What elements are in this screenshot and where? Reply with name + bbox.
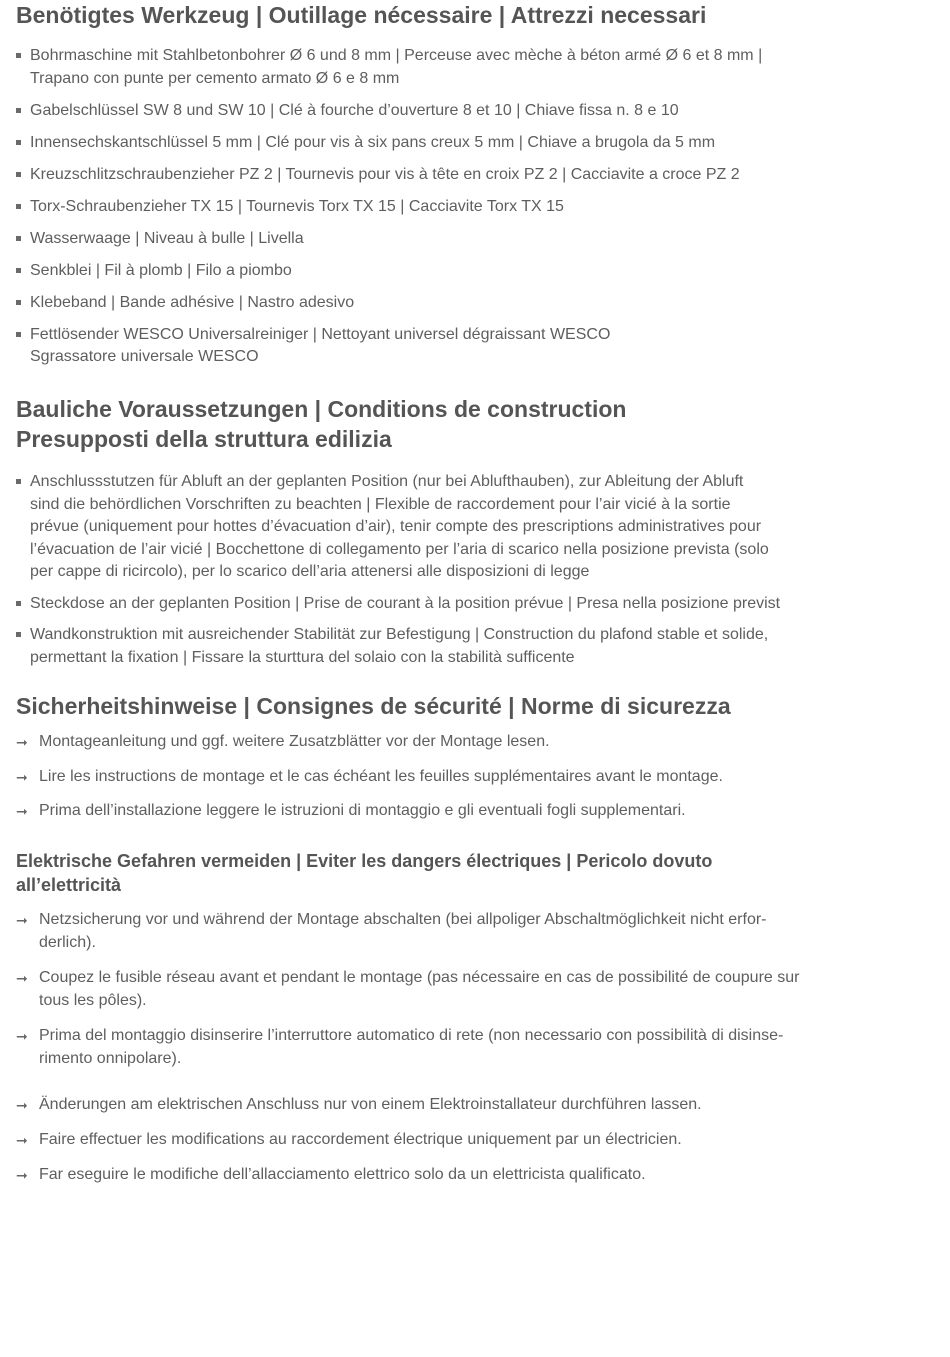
list-item bbox=[16, 45, 896, 90]
tools-list bbox=[16, 45, 896, 369]
list-item-line: prévue (uniquement pour hottes d’évacuation d’air), tenir compte des prescriptions administratives pour bbox=[30, 518, 762, 535]
list-item bbox=[16, 1129, 896, 1152]
list-item bbox=[16, 132, 896, 155]
building-heading-line-2: Presupposti della struttura edilizia bbox=[16, 426, 392, 452]
safety-heading: Sicherheitshinweise | Consignes de sécurité | Norme di sicurezza bbox=[16, 693, 731, 719]
list-item bbox=[16, 324, 896, 369]
list-item bbox=[16, 800, 896, 823]
list-item-line: Faire effectuer les modifications au raccordement électrique uniquement par un électricien. bbox=[39, 1131, 682, 1148]
list-item-line: Anschlussstutzen für Abluft an der geplanten Position (nur bei Ablufthauben), zur Ableitung der Abluft bbox=[30, 473, 744, 490]
list-item-line: Innensechskantschlüssel 5 mm | Clé pour vis à six pans creux 5 mm | Chiave a brugola da 5 mm bbox=[30, 133, 716, 151]
list-item bbox=[16, 1025, 896, 1070]
list-item-line: Montageanleitung und ggf. weitere Zusatzblätter vor der Montage lesen. bbox=[39, 733, 550, 750]
list-item-line: Sgrassatore universale WESCO bbox=[30, 348, 259, 365]
list-item-line: Änderungen am elektrischen Anschluss nur von einem Elektroinstallateur durchführen lassen. bbox=[39, 1096, 702, 1113]
list-item-line: Prima dell’installazione leggere le istruzioni di montaggio e gli eventuali fogli supplementari. bbox=[39, 802, 686, 819]
list-item-line: Prima del montaggio disinserire l’interruttore automatico di rete (non necessario con possibilità di disinse- bbox=[39, 1027, 784, 1044]
list-item-line: Bohrmaschine mit Stahlbetonbohrer Ø 6 und 8 mm | Perceuse avec mèche à béton armé Ø 6 et 8 mm | bbox=[30, 47, 763, 64]
list-item-line: sind die behördlichen Vorschriften zu beachten | Flexible de raccordement pour l’air vicié à la sortie bbox=[30, 495, 731, 513]
list-item bbox=[16, 100, 896, 123]
list-item-line: Steckdose an der geplanten Position | Prise de courant à la position prévue | Presa nella posizione previst bbox=[30, 594, 781, 612]
tools-section bbox=[16, 0, 896, 369]
electric-section bbox=[16, 849, 896, 1187]
list-item-line: Coupez le fusible réseau avant et pendant le montage (pas nécessaire en cas de possibilité de coupure sur bbox=[39, 969, 800, 986]
arrow-right-icon: ➞ bbox=[16, 768, 28, 785]
tools-heading: Benötigtes Werkzeug | Outillage nécessaire | Attrezzi necessari bbox=[16, 2, 707, 28]
list-item bbox=[16, 471, 896, 584]
electric-heading-line-2: all’elettricità bbox=[16, 875, 122, 895]
list-item-line: Far eseguire le modifiche dell’allacciamento elettrico solo da un elettricista qualificato. bbox=[39, 1166, 646, 1183]
list-item bbox=[16, 1094, 896, 1117]
list-item-line: Kreuzschlitzschraubenzieher PZ 2 | Tournevis pour vis à tête en croix PZ 2 | Cacciavite a croce PZ 2 bbox=[30, 165, 740, 183]
list-item-line: Netzsicherung vor und während der Montage abschalten (bei allpoliger Abschaltmöglichkeit nicht erfor- bbox=[39, 911, 767, 928]
arrow-right-icon: ➞ bbox=[16, 1028, 28, 1044]
list-item-line: l’évacuation de l’air vicié | Bocchettone di collegamento per l’aria di scarico nella posizione prevista (solo bbox=[30, 540, 769, 558]
list-item bbox=[16, 228, 896, 251]
arrow-right-icon: ➞ bbox=[16, 1167, 28, 1183]
arrow-right-icon: ➞ bbox=[16, 970, 28, 986]
list-item-line: Wandkonstruktion mit ausreichender Stabilität zur Befestigung | Construction du plafond stable et solide, bbox=[30, 626, 769, 643]
electric-list-2 bbox=[16, 1094, 896, 1187]
list-item-line: rimento onnipolare). bbox=[39, 1049, 182, 1067]
list-item bbox=[16, 292, 896, 315]
list-item-line: per cappe di ricircolo), per lo scarico dell’aria attenersi alle disposizioni di legge bbox=[30, 563, 590, 580]
list-item bbox=[16, 731, 896, 754]
list-item bbox=[16, 967, 896, 1012]
list-item-line: Gabelschlüssel SW 8 und SW 10 | Clé à fourche d’ouverture 8 et 10 | Chiave fissa n. 8 e 10 bbox=[30, 101, 679, 119]
list-item-line: Lire les instructions de montage et le cas échéant les feuilles supplémentaires avant le montage. bbox=[39, 767, 723, 785]
electric-list bbox=[16, 909, 896, 1070]
list-item bbox=[16, 624, 896, 669]
list-item-line: permettant la fixation | Fissare la sturttura del solaio con la stabilità sufficente bbox=[30, 648, 575, 666]
arrow-right-icon: ➞ bbox=[16, 912, 28, 928]
list-item-line: Klebeband | Bande adhésive | Nastro adesivo bbox=[30, 293, 355, 311]
list-item bbox=[16, 766, 896, 789]
list-item bbox=[16, 593, 896, 616]
building-list bbox=[16, 471, 896, 669]
list-item bbox=[16, 260, 896, 283]
list-item-line: Senkblei | Fil à plomb | Filo a piombo bbox=[30, 261, 292, 279]
arrow-right-icon: ➞ bbox=[16, 1132, 28, 1148]
arrow-right-icon: ➞ bbox=[16, 734, 28, 750]
list-item-line: Trapano con punte per cemento armato Ø 6 e 8 mm bbox=[30, 69, 400, 87]
list-item-line: tous les pôles). bbox=[39, 991, 147, 1009]
safety-section bbox=[16, 691, 896, 823]
building-section bbox=[16, 394, 896, 669]
arrow-right-icon: ➞ bbox=[16, 1097, 28, 1113]
list-item bbox=[16, 196, 896, 219]
list-item-line: Fettlösender WESCO Universalreiniger | Nettoyant universel dégraissant WESCO bbox=[30, 325, 611, 343]
list-item-line: Torx-Schraubenzieher TX 15 | Tournevis Torx TX 15 | Cacciavite Torx TX 15 bbox=[30, 197, 564, 215]
list-item-line: derlich). bbox=[39, 933, 96, 951]
arrow-right-icon: ➞ bbox=[16, 803, 28, 819]
list-item-line: Wasserwaage | Niveau à bulle | Livella bbox=[30, 229, 304, 247]
safety-list bbox=[16, 731, 896, 823]
list-item bbox=[16, 164, 896, 187]
list-item bbox=[16, 909, 896, 954]
building-heading-line-1: Bauliche Voraussetzungen | Conditions de construction bbox=[16, 396, 627, 422]
list-item bbox=[16, 1164, 896, 1187]
electric-heading-line-1: Elektrische Gefahren vermeiden | Eviter les dangers électriques | Pericolo dovuto bbox=[16, 851, 713, 871]
